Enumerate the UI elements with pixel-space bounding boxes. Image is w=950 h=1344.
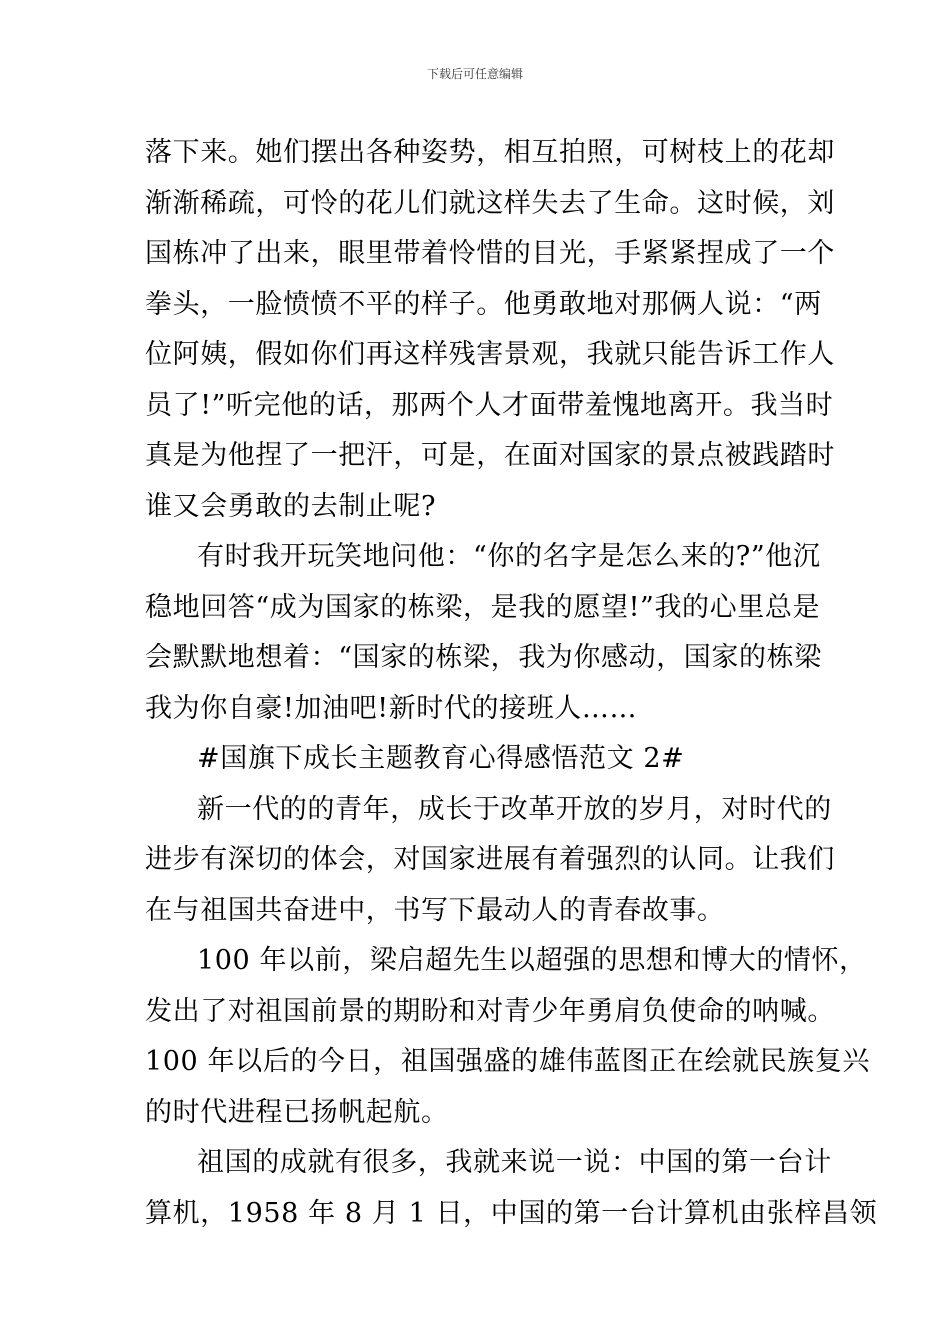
paragraph (145, 936, 870, 1138)
document-body (145, 128, 878, 1239)
text-line: 进步有深切的体会，对国家进展有着强烈的认同。让我们 (145, 844, 835, 875)
text-line: 祖国的成就有很多，我就来说一说：中国的第一台计 (197, 1147, 832, 1178)
text-line: 算机，1958 年 8 月 1 日，中国的第一台计算机由张梓昌领 (145, 1197, 878, 1229)
text-line: 稳地回答“成为国家的栋梁，是我的愿望!”我的心里总是 (145, 591, 821, 623)
text-line: 拳头，一脸愤愤不平的样子。他勇敢地对那俩人说：“两 (145, 288, 822, 320)
text-line: 有时我开玩笑地问他：“你的名字是怎么来的?”他沉 (197, 541, 821, 572)
text-line: 国栋冲了出来，眼里带着怜惜的目光，手紧紧捏成了一个 (145, 238, 835, 269)
text-line: 100 年以后的今日，祖国强盛的雄伟蓝图正在绘就民族复兴 (145, 1046, 870, 1077)
text-line: 谁又会勇敢的去制止呢? (145, 490, 437, 522)
section-heading (145, 734, 813, 785)
paragraph (145, 785, 835, 937)
paragraph (145, 128, 835, 532)
paragraph (145, 532, 822, 734)
text-line: 位阿姨，假如你们再这样残害景观，我就只能告诉工作人 (145, 339, 835, 370)
text-line: 在与祖国共奋进中，书写下最动人的青春故事。 (145, 894, 725, 926)
text-line: 发出了对祖国前景的期盼和对青少年勇肩负使命的呐喊。 (145, 995, 835, 1027)
text-line: 100 年以前，梁启超先生以超强的思想和博大的情怀， (197, 945, 867, 976)
text-line: 的时代进程已扬帆起航。 (145, 1096, 449, 1128)
text-line: 渐渐稀疏，可怜的花儿们就这样失去了生命。这时候，刘 (145, 187, 835, 219)
page-header: 下载后可任意编辑 (426, 67, 523, 81)
text-line: #国旗下成长主题教育心得感悟范文 2# (197, 743, 685, 774)
paragraph (145, 1138, 878, 1239)
text-line: 真是为他捏了一把汗，可是，在面对国家的景点被践踏时 (145, 440, 835, 471)
text-line: 落下来。她们摆出各种姿势，相互拍照，可树枝上的花却 (145, 137, 835, 168)
text-line: 我为你自豪!加油吧!新时代的接班人…… (145, 692, 638, 724)
text-line: 会默默地想着：“国家的栋梁，我为你感动，国家的栋梁 (145, 642, 822, 673)
text-line: 新一代的的青年，成长于改革开放的岁月，对时代的 (197, 793, 832, 825)
text-line: 员了!”听完他的话，那两个人才面带羞愧地离开。我当时 (145, 389, 834, 421)
